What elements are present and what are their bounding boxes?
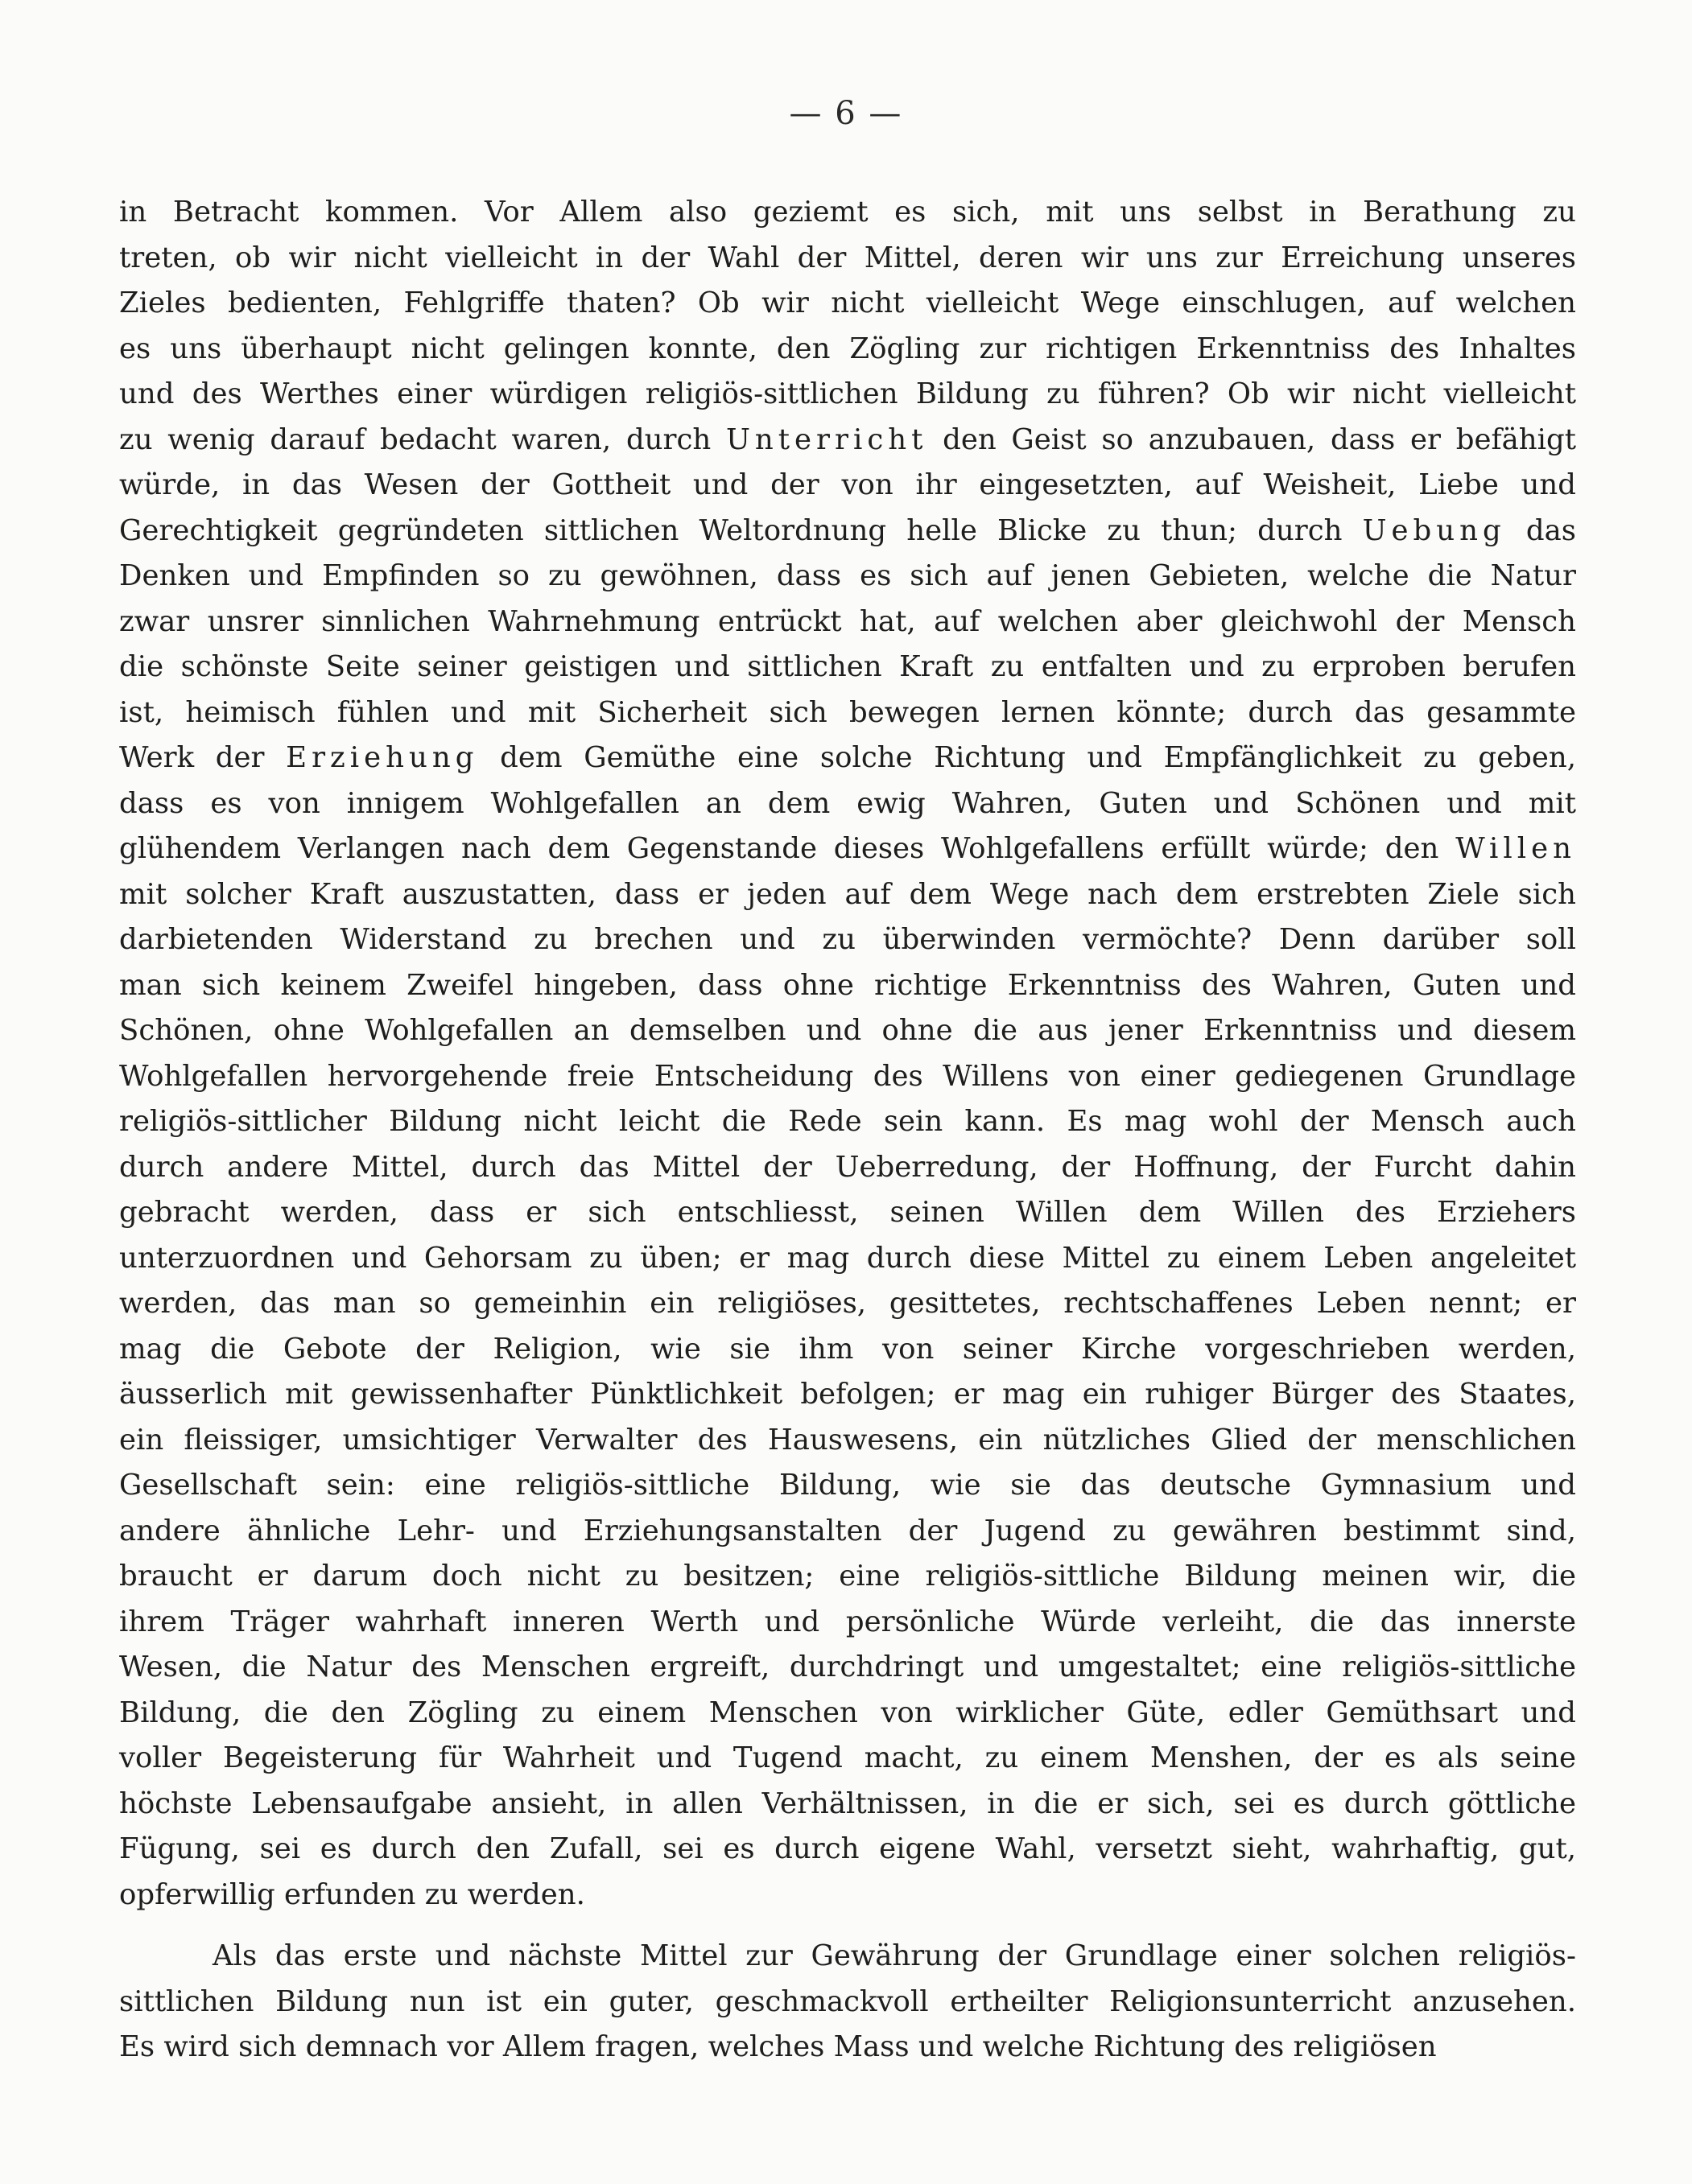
text-line: durch andere Mittel, durch das Mittel der Ueberredung, der Hoffnung, der Furcht dahin (119, 1150, 1576, 1184)
text-line: die schönste Seite seiner geistigen und sittlichen Kraft zu entfalten und zu erproben berufen (119, 650, 1576, 683)
text-line: Bildung, die den Zögling zu einem Menschen von wirklicher Güte, edler Gemüthsart und (119, 1696, 1576, 1729)
emphasized-word: Uebung (1362, 513, 1506, 547)
text-segment: den Geist so anzubauen, dass er befähigt (927, 422, 1576, 456)
text-line: werden, das man so gemeinhin ein religiöses, gesittetes, rechtschaffenes Leben nennt; er (119, 1287, 1576, 1320)
text-line: andere ähnliche Lehr- und Erziehungsanstalten der Jugend zu gewähren bestimmt sind, (119, 1514, 1576, 1547)
text-segment: Gerechtigkeit gegründeten sittlichen Weltordnung helle Blicke zu thun; durch (119, 513, 1363, 547)
paragraph (119, 190, 1576, 1918)
text-line (119, 509, 1576, 554)
text-line: höchste Lebensaufgabe ansieht, in allen Verhältnissen, in die er sich, sei es durch göttliche (119, 1786, 1576, 1820)
text-line: dass es von innigem Wohlgefallen an dem ewig Wahren, Guten und Schönen und mit (119, 786, 1576, 820)
text-segment: glühendem Verlangen nach dem Gegenstande dieses Wohlgefallens erfüllt würde; den (119, 832, 1456, 865)
text-line: äusserlich mit gewissenhafter Pünktlichkeit befolgen; er mag ein ruhiger Bürger des Staates, (119, 1378, 1576, 1411)
text-line: sittlichen Bildung nun ist ein guter, geschmackvoll ertheilter Religionsunterricht anzusehen. (119, 1984, 1576, 2018)
text-line: es uns überhaupt nicht gelingen konnte, den Zögling zur richtigen Erkenntniss des Inhaltes (119, 332, 1576, 365)
text-line: braucht er darum doch nicht zu besitzen; eine religiös-sittliche Bildung meinen wir, die (119, 1560, 1576, 1593)
text-line: in Betracht kommen. Vor Allem also geziemt es sich, mit uns selbst in Berathung zu (119, 196, 1576, 229)
text-line: Denken und Empfinden so zu gewöhnen, dass es sich auf jenen Gebieten, welche die Natur (119, 559, 1576, 592)
emphasized-word: Unterricht (725, 422, 928, 456)
text-line: Fügung, sei es durch den Zufall, sei es durch eigene Wahl, versetzt sieht, wahrhaftig, gut, (119, 1832, 1576, 1865)
text-line: mag die Gebote der Religion, wie sie ihm von seiner Kirche vorgeschrieben werden, (119, 1332, 1576, 1366)
text-line: voller Begeisterung für Wahrheit und Tugend macht, zu einem Menshen, der es als seine (119, 1741, 1576, 1774)
text-line: mit solcher Kraft auszustatten, dass er jeden auf dem Wege nach dem erstrebten Ziele sich (119, 877, 1576, 911)
text-line: ist, heimisch fühlen und mit Sicherheit sich bewegen lernen könnte; durch das gesammte (119, 695, 1576, 729)
text-line: Schönen, ohne Wohlgefallen an demselben und ohne die aus jener Erkenntniss und diesem (119, 1014, 1576, 1047)
text-line (119, 736, 1576, 781)
text-line (119, 418, 1576, 464)
text-line: Wohlgefallen hervorgehende freie Entscheidung des Willens von einer gediegenen Grundlage (119, 1059, 1576, 1093)
text-line: Es wird sich demnach vor Allem fragen, welches Mass und welche Richtung des religiösen (119, 2030, 1437, 2063)
body-text (119, 190, 1576, 2071)
text-segment: Werk der (119, 741, 287, 774)
text-line: zwar unsrer sinnlichen Wahrnehmung entrückt hat, auf welchen aber gleichwohl der Mensch (119, 604, 1576, 638)
text-line: würde, in das Wesen der Gottheit und der von ihr eingesetzten, auf Weisheit, Liebe und (119, 468, 1576, 501)
text-line: Als das erste und nächste Mittel zur Gewährung der Grundlage einer solchen religiös- (213, 1939, 1576, 1972)
text-segment: dem Gemüthe eine solche Richtung und Empfänglichkeit zu geben, (478, 741, 1576, 774)
text-line: opferwillig erfunden zu werden. (119, 1877, 585, 1911)
text-line: ein fleissiger, umsichtiger Verwalter des Hauswesens, ein nützliches Glied der menschlichen (119, 1423, 1576, 1457)
text-line: Gesellschaft sein: eine religiös-sittliche Bildung, wie sie das deutsche Gymnasium und (119, 1469, 1576, 1502)
text-line: man sich keinem Zweifel hingeben, dass ohne richtige Erkenntniss des Wahren, Guten und (119, 968, 1576, 1002)
text-line: darbietenden Widerstand zu brechen und zu überwinden vermöchte? Denn darüber soll (119, 923, 1576, 956)
emphasized-word: Erziehung (286, 741, 479, 774)
text-segment: das (1505, 513, 1576, 547)
text-segment: zu wenig darauf bedacht waren, durch (119, 422, 726, 456)
text-line: unterzuordnen und Gehorsam zu üben; er mag durch diese Mittel zu einem Leben angeleitet (119, 1241, 1576, 1275)
text-line: gebracht werden, dass er sich entschliesst, seinen Willen dem Willen des Erziehers (119, 1196, 1576, 1229)
text-line: treten, ob wir nicht vielleicht in der Wahl der Mittel, deren wir uns zur Erreichung unseres (119, 241, 1576, 274)
text-line: Zieles bedienten, Fehlgriffe thaten? Ob wir nicht vielleicht Wege einschlugen, auf welchen (119, 286, 1576, 319)
page-number: — 6 — (789, 95, 903, 132)
text-line: und des Werthes einer würdigen religiös-sittlichen Bildung zu führen? Ob wir nicht vielleicht (119, 377, 1576, 410)
text-line: ihrem Träger wahrhaft inneren Werth und persönliche Würde verleiht, die das innerste (119, 1605, 1576, 1638)
text-line: Wesen, die Natur des Menschen ergreift, durchdringt und umgestaltet; eine religiös-sittliche (119, 1650, 1576, 1683)
text-line: religiös-sittlicher Bildung nicht leicht die Rede sein kann. Es mag wohl der Mensch auch (119, 1105, 1576, 1138)
text-line (119, 826, 1576, 872)
emphasized-word: Willen (1455, 832, 1576, 865)
paragraph (119, 1934, 1576, 2071)
